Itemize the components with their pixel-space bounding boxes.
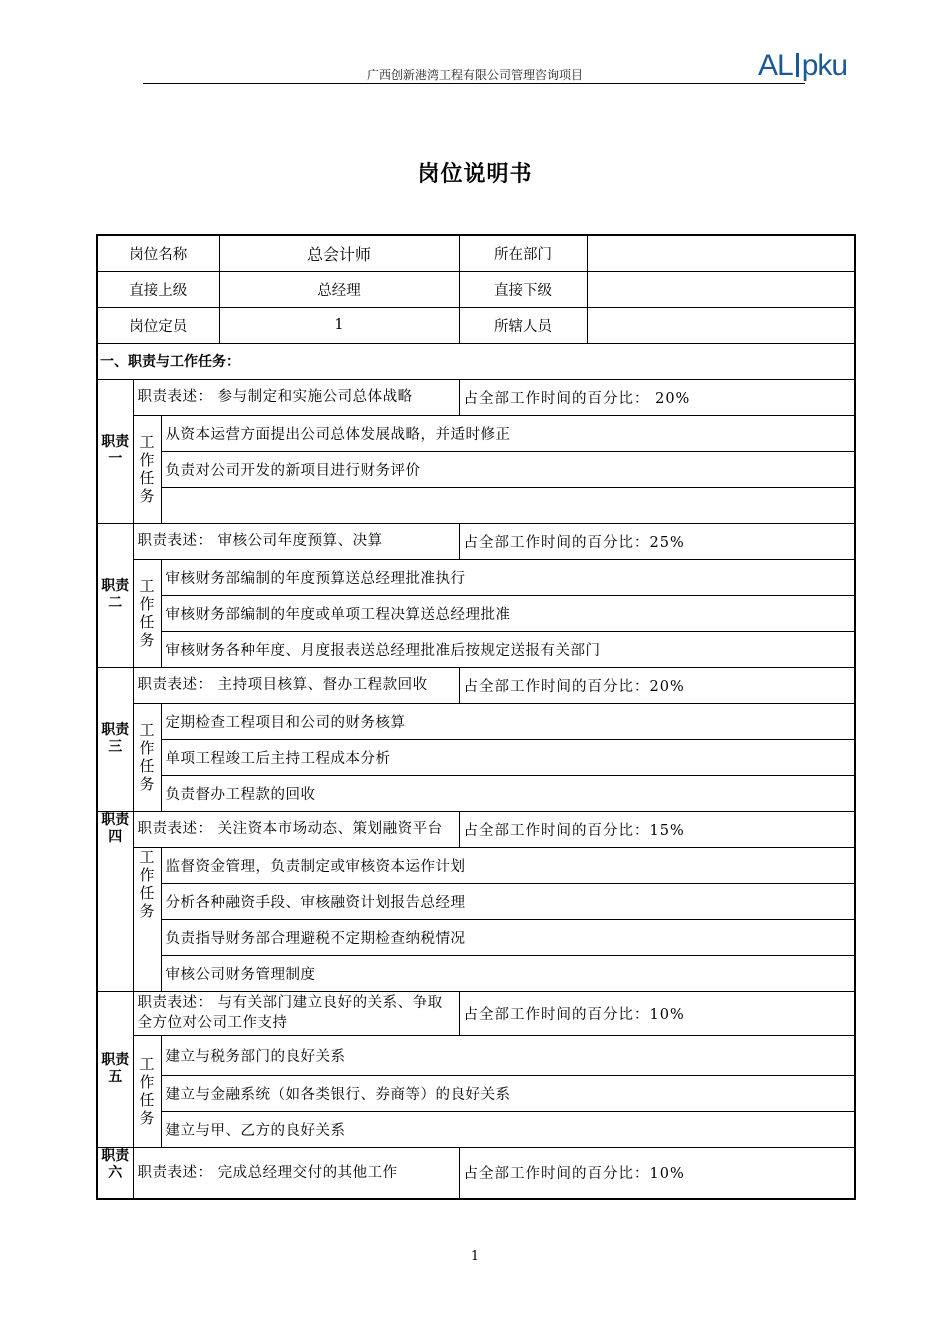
work-task-label: 工作任务 [133,559,161,667]
duty-task: 建立与税务部门的良好关系 [161,1035,855,1075]
subordinate-value [587,271,855,307]
duty-task-row [97,1075,855,1111]
duty-task: 负责指导财务部合理避税不定期检查纳税情况 [161,919,855,955]
duty-name: 职责三 [97,667,133,811]
duty-name: 职责二 [97,523,133,667]
duty-task: 负责督办工程款的回收 [161,775,855,811]
duty-statement-row [97,379,855,415]
duty-task-row [97,739,855,775]
duty-statement: 职责表述： 审核公司年度预算、决算 [133,523,459,559]
duty-statement-row [97,1147,855,1199]
duty-time-percent: 占全部工作时间的百分比：25% [459,523,855,559]
duty-task: 单项工程竣工后主持工程成本分析 [161,739,855,775]
duty-task: 监督资金管理，负责制定或审核资本运作计划 [161,847,855,883]
quota-label: 岗位定员 [97,307,219,343]
duty-task-row [97,775,855,811]
duty-task-row [97,955,855,991]
duty-task-row [97,487,855,523]
header-divider [143,83,805,84]
page-number: 1 [470,1249,480,1264]
work-task-label: 工作任务 [133,1035,161,1147]
duty-statement: 职责表述： 主持项目核算、督办工程款回收 [133,667,459,703]
info-row [97,235,855,271]
duty-task-row [97,919,855,955]
duty-task: 分析各种融资手段、审核融资计划报告总经理 [161,883,855,919]
duty-task: 定期检查工程项目和公司的财务核算 [161,703,855,739]
section1-title: 一、职责与工作任务： [97,343,855,379]
duty-task-row [97,703,855,739]
subordinate-label: 直接下级 [459,271,587,307]
duty-name: 职责一 [97,379,133,523]
duty-statement-row [97,667,855,703]
section-header-row [97,343,855,379]
duty-task-row [97,559,855,595]
duty-statement: 职责表述： 完成总经理交付的其他工作 [133,1147,459,1199]
duty-time-percent: 占全部工作时间的百分比：20% [459,667,855,703]
duty-name: 职责五 [97,991,133,1147]
logo-text-left: AL [758,49,793,82]
duty-name: 职责四 [97,811,133,991]
duty-time-percent: 占全部工作时间的百分比：10% [459,991,855,1035]
job-description-table [96,234,856,1200]
duty-task-row [97,1111,855,1147]
logo-mark [796,53,799,77]
duty-task: 从资本运营方面提出公司总体发展战略，并适时修正 [161,415,855,451]
duty-task [161,487,855,523]
duty-task-row [97,883,855,919]
duty-task-row [97,451,855,487]
info-row [97,271,855,307]
duty-statement: 职责表述： 与有关部门建立良好的关系、争取全方位对公司工作支持 [133,991,459,1035]
duty-time-percent: 占全部工作时间的百分比：15% [459,811,855,847]
position-name-label: 岗位名称 [97,235,219,271]
superior-value: 总经理 [219,271,459,307]
duty-task: 负责对公司开发的新项目进行财务评价 [161,451,855,487]
duty-statement-row [97,523,855,559]
duty-task: 建立与甲、乙方的良好关系 [161,1111,855,1147]
duty-statement: 职责表述： 参与制定和实施公司总体战略 [133,379,459,415]
duty-task: 审核财务部编制的年度或单项工程决算送总经理批准 [161,595,855,631]
duty-task-row [97,1035,855,1075]
duty-task-row [97,847,855,883]
superior-label: 直接上级 [97,271,219,307]
duty-task: 审核财务各种年度、月度报表送总经理批准后按规定送报有关部门 [161,631,855,667]
staff-label: 所辖人员 [459,307,587,343]
quota-value: 1 [219,307,459,343]
department-value [587,235,855,271]
duty-time-percent: 占全部工作时间的百分比：10% [459,1147,855,1199]
duty-name: 职责六 [97,1147,133,1199]
work-task-label: 工作任务 [133,703,161,811]
duty-statement-row [97,811,855,847]
table-body [97,235,855,1199]
logo-text-right: pku [801,49,848,82]
work-task-label: 工作任务 [133,415,161,523]
header-company-project: 广西创新港湾工程有限公司管理咨询项目 [366,68,583,82]
alpku-logo [758,48,847,84]
duty-task-row [97,415,855,451]
info-row [97,307,855,343]
duty-task: 审核公司财务管理制度 [161,955,855,991]
duty-statement-row [97,991,855,1035]
duty-time-percent: 占全部工作时间的百分比： 20% [459,379,855,415]
staff-value [587,307,855,343]
page-title: 岗位说明书 [417,162,533,187]
work-task-label: 工作任务 [133,847,161,991]
duty-task-row [97,631,855,667]
duty-task-row [97,595,855,631]
position-name-value: 总会计师 [219,235,459,271]
duty-statement: 职责表述： 关注资本市场动态、策划融资平台 [133,811,459,847]
duty-task: 审核财务部编制的年度预算送总经理批准执行 [161,559,855,595]
department-label: 所在部门 [459,235,587,271]
duty-task: 建立与金融系统（如各类银行、券商等）的良好关系 [161,1075,855,1111]
